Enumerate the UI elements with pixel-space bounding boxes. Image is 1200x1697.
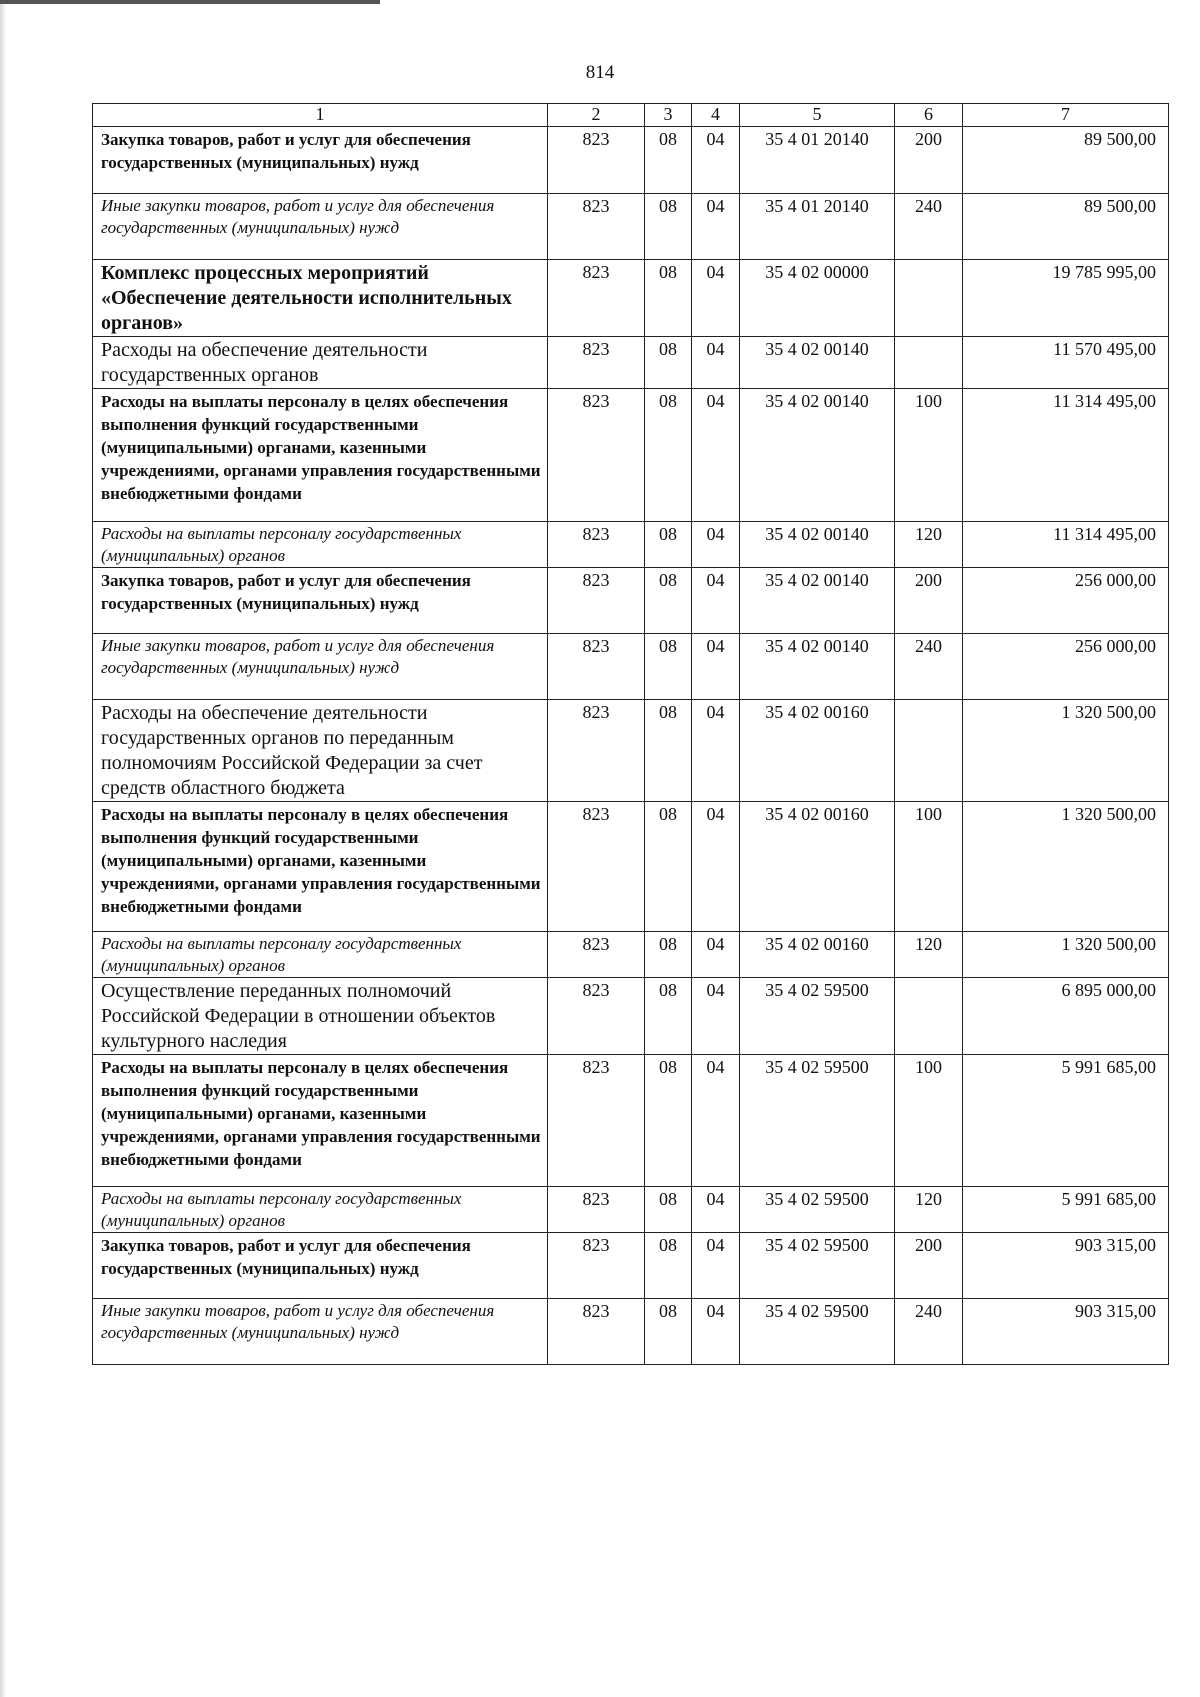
row-section-cell: 08 (645, 127, 692, 194)
row-target-article-cell: 35 4 02 59500 (740, 978, 895, 1055)
table-row (93, 194, 1169, 260)
row-expense-type-cell: 100 (895, 1055, 963, 1187)
row-target-article-cell: 35 4 02 00160 (740, 802, 895, 932)
row-code-cell: 823 (548, 194, 645, 260)
row-expense-type-cell: 200 (895, 1233, 963, 1299)
row-amount-cell: 903 315,00 (963, 1299, 1169, 1365)
row-subsection-cell: 04 (692, 700, 740, 802)
table-row (93, 1055, 1169, 1187)
row-section-cell: 08 (645, 802, 692, 932)
table-row (93, 337, 1169, 389)
table-row (93, 127, 1169, 194)
row-subsection-cell: 04 (692, 932, 740, 978)
row-expense-type-cell: 100 (895, 802, 963, 932)
row-section-cell: 08 (645, 634, 692, 700)
row-target-article-cell: 35 4 02 00140 (740, 337, 895, 389)
row-name-cell: Расходы на выплаты персоналу в целях обеспечения выполнения функций государственными (муниципальными) органами, казенными учреждениями, органами управления государственными внебюджетными фондами (93, 1055, 548, 1187)
column-header: 7 (963, 104, 1169, 127)
table-header-row (93, 104, 1169, 127)
row-name-cell: Расходы на выплаты персоналу в целях обеспечения выполнения функций государственными (муниципальными) органами, казенными учреждениями, органами управления государственными внебюджетными фондами (93, 389, 548, 522)
row-target-article-cell: 35 4 02 59500 (740, 1299, 895, 1365)
row-amount-cell: 5 991 685,00 (963, 1187, 1169, 1233)
row-subsection-cell: 04 (692, 1233, 740, 1299)
row-expense-type-cell: 240 (895, 1299, 963, 1365)
row-amount-cell: 5 991 685,00 (963, 1055, 1169, 1187)
row-name-cell: Иные закупки товаров, работ и услуг для обеспечения государственных (муниципальных) нужд (93, 194, 548, 260)
row-expense-type-cell (895, 700, 963, 802)
table-row (93, 389, 1169, 522)
row-code-cell: 823 (548, 127, 645, 194)
row-code-cell: 823 (548, 978, 645, 1055)
row-amount-cell: 11 314 495,00 (963, 522, 1169, 568)
row-name-cell: Расходы на выплаты персоналу в целях обеспечения выполнения функций государственными (муниципальными) органами, казенными учреждениями, органами управления государственными внебюджетными фондами (93, 802, 548, 932)
row-amount-cell: 903 315,00 (963, 1233, 1169, 1299)
row-code-cell: 823 (548, 802, 645, 932)
table-row (93, 1187, 1169, 1233)
row-section-cell: 08 (645, 700, 692, 802)
row-amount-cell: 256 000,00 (963, 568, 1169, 634)
row-amount-cell: 1 320 500,00 (963, 802, 1169, 932)
row-name-cell: Закупка товаров, работ и услуг для обеспечения государственных (муниципальных) нужд (93, 127, 548, 194)
row-section-cell: 08 (645, 1055, 692, 1187)
row-expense-type-cell: 120 (895, 932, 963, 978)
row-subsection-cell: 04 (692, 127, 740, 194)
row-target-article-cell: 35 4 02 00160 (740, 932, 895, 978)
row-section-cell: 08 (645, 337, 692, 389)
row-name-cell: Иные закупки товаров, работ и услуг для обеспечения государственных (муниципальных) нужд (93, 634, 548, 700)
table-row (93, 568, 1169, 634)
row-section-cell: 08 (645, 978, 692, 1055)
table-row (93, 1233, 1169, 1299)
row-expense-type-cell: 100 (895, 389, 963, 522)
table-row (93, 1299, 1169, 1365)
row-section-cell: 08 (645, 522, 692, 568)
row-code-cell: 823 (548, 1299, 645, 1365)
row-name-cell: Закупка товаров, работ и услуг для обеспечения государственных (муниципальных) нужд (93, 568, 548, 634)
row-code-cell: 823 (548, 568, 645, 634)
row-expense-type-cell: 240 (895, 194, 963, 260)
table-body (93, 127, 1169, 1365)
row-code-cell: 823 (548, 522, 645, 568)
row-target-article-cell: 35 4 01 20140 (740, 194, 895, 260)
row-section-cell: 08 (645, 1233, 692, 1299)
row-expense-type-cell (895, 978, 963, 1055)
table-row (93, 802, 1169, 932)
row-subsection-cell: 04 (692, 389, 740, 522)
row-amount-cell: 6 895 000,00 (963, 978, 1169, 1055)
row-section-cell: 08 (645, 1187, 692, 1233)
row-section-cell: 08 (645, 389, 692, 522)
row-subsection-cell: 04 (692, 337, 740, 389)
row-section-cell: 08 (645, 194, 692, 260)
table-row (93, 634, 1169, 700)
row-amount-cell: 19 785 995,00 (963, 260, 1169, 337)
row-code-cell: 823 (548, 1233, 645, 1299)
row-name-cell: Расходы на выплаты персоналу государственных (муниципальных) органов (93, 932, 548, 978)
table-row (93, 522, 1169, 568)
row-section-cell: 08 (645, 932, 692, 978)
row-expense-type-cell: 120 (895, 1187, 963, 1233)
row-target-article-cell: 35 4 02 00160 (740, 700, 895, 802)
row-code-cell: 823 (548, 1055, 645, 1187)
row-section-cell: 08 (645, 568, 692, 634)
row-subsection-cell: 04 (692, 1299, 740, 1365)
row-subsection-cell: 04 (692, 568, 740, 634)
row-amount-cell: 89 500,00 (963, 194, 1169, 260)
row-amount-cell: 256 000,00 (963, 634, 1169, 700)
row-target-article-cell: 35 4 02 59500 (740, 1055, 895, 1187)
row-target-article-cell: 35 4 02 00140 (740, 522, 895, 568)
row-name-cell: Расходы на выплаты персоналу государственных (муниципальных) органов (93, 1187, 548, 1233)
table-row (93, 932, 1169, 978)
row-code-cell: 823 (548, 634, 645, 700)
row-amount-cell: 89 500,00 (963, 127, 1169, 194)
row-expense-type-cell: 120 (895, 522, 963, 568)
row-target-article-cell: 35 4 01 20140 (740, 127, 895, 194)
row-code-cell: 823 (548, 932, 645, 978)
column-header: 2 (548, 104, 645, 127)
table-row (93, 700, 1169, 802)
budget-table (92, 103, 1169, 1365)
row-subsection-cell: 04 (692, 1055, 740, 1187)
row-name-cell: Закупка товаров, работ и услуг для обеспечения государственных (муниципальных) нужд (93, 1233, 548, 1299)
row-amount-cell: 1 320 500,00 (963, 932, 1169, 978)
row-target-article-cell: 35 4 02 59500 (740, 1187, 895, 1233)
row-code-cell: 823 (548, 389, 645, 522)
page-number: 814 (585, 62, 615, 83)
row-amount-cell: 11 570 495,00 (963, 337, 1169, 389)
row-target-article-cell: 35 4 02 00140 (740, 568, 895, 634)
row-name-cell: Иные закупки товаров, работ и услуг для обеспечения государственных (муниципальных) нужд (93, 1299, 548, 1365)
row-subsection-cell: 04 (692, 978, 740, 1055)
row-expense-type-cell: 240 (895, 634, 963, 700)
row-subsection-cell: 04 (692, 634, 740, 700)
row-target-article-cell: 35 4 02 59500 (740, 1233, 895, 1299)
scan-top-mark (0, 0, 380, 4)
row-expense-type-cell: 200 (895, 568, 963, 634)
row-expense-type-cell (895, 260, 963, 337)
row-target-article-cell: 35 4 02 00140 (740, 389, 895, 522)
row-amount-cell: 11 314 495,00 (963, 389, 1169, 522)
row-subsection-cell: 04 (692, 802, 740, 932)
row-expense-type-cell: 200 (895, 127, 963, 194)
row-name-cell: Комплекс процессных мероприятий «Обеспечение деятельности исполнительных органов» (93, 260, 548, 337)
row-name-cell: Расходы на обеспечение деятельности государственных органов по переданным полномочиям Российской Федерации за счет средств областного бюджета (93, 700, 548, 802)
scan-shadow-edge (0, 0, 6, 1697)
row-target-article-cell: 35 4 02 00000 (740, 260, 895, 337)
row-subsection-cell: 04 (692, 194, 740, 260)
row-code-cell: 823 (548, 700, 645, 802)
column-header: 6 (895, 104, 963, 127)
row-section-cell: 08 (645, 260, 692, 337)
row-target-article-cell: 35 4 02 00140 (740, 634, 895, 700)
row-name-cell: Осуществление переданных полномочий Российской Федерации в отношении объектов культурного наследия (93, 978, 548, 1055)
row-code-cell: 823 (548, 337, 645, 389)
row-subsection-cell: 04 (692, 522, 740, 568)
row-subsection-cell: 04 (692, 1187, 740, 1233)
column-header: 5 (740, 104, 895, 127)
row-code-cell: 823 (548, 260, 645, 337)
row-amount-cell: 1 320 500,00 (963, 700, 1169, 802)
row-name-cell: Расходы на обеспечение деятельности государственных органов (93, 337, 548, 389)
column-header: 4 (692, 104, 740, 127)
table-row (93, 260, 1169, 337)
column-header: 1 (93, 104, 548, 127)
table-row (93, 978, 1169, 1055)
row-section-cell: 08 (645, 1299, 692, 1365)
row-code-cell: 823 (548, 1187, 645, 1233)
column-header: 3 (645, 104, 692, 127)
row-name-cell: Расходы на выплаты персоналу государственных (муниципальных) органов (93, 522, 548, 568)
row-expense-type-cell (895, 337, 963, 389)
row-subsection-cell: 04 (692, 260, 740, 337)
